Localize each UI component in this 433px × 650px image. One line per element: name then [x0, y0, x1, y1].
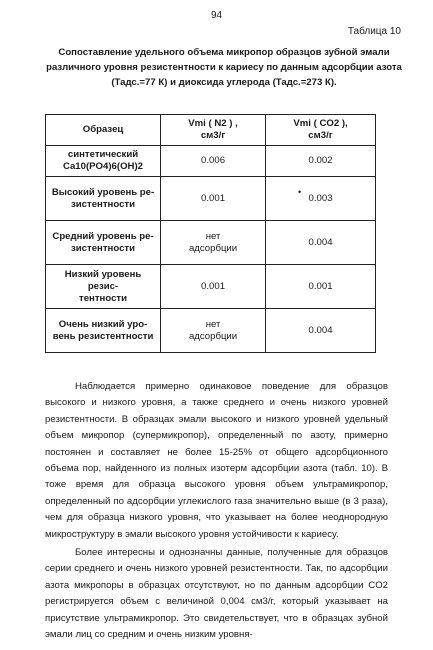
- sample-cell: синтетический Ca10(PO4)6(OH)2: [46, 146, 161, 177]
- n2-cell: 0.001: [161, 177, 266, 221]
- table-header-row: [46, 115, 376, 146]
- table-row: [46, 265, 376, 309]
- data-table: [45, 114, 376, 353]
- header-sample: Образец: [46, 115, 161, 146]
- header-vmi-co2: Vmi ( CO2 ), см3/г: [266, 115, 376, 146]
- header-vmi-n2: Vmi ( N2 ) , см3/г: [161, 115, 266, 146]
- n2-cell: нет адсорбции: [161, 309, 266, 353]
- n2-cell: 0.006: [161, 146, 266, 177]
- sample-cell: Высокий уровень ре- зистентности: [46, 177, 161, 221]
- table-row: [46, 309, 376, 353]
- sample-cell: Очень низкий уро- вень резистентности: [46, 309, 161, 353]
- table-label: Таблица 10: [347, 26, 401, 37]
- co2-cell: 0.002: [266, 146, 376, 177]
- paragraph: Более интересны и однозначны данные, полученные для образцов серии среднего и очень низкого уровней резистентности. Так, по адсорбции азота микропоры в образцах отсутствуют, но по данным адсорбции CO2 регистрируется объем с величиной 0,004 см3/г, который указывает на присутствие ультрамикропор. Это свидетельствует, что в образцах зубной эмали лиц со средним и очень низким уровня-: [45, 547, 388, 641]
- table-row: [46, 146, 376, 177]
- paragraph: Наблюдается примерно одинаковое поведение для образцов высокого и низкого уровня, а также среднего и очень низкого уровней резистентности. В образцах эмали высокого и низкого уровней удельный объем микропор (супермикропор), определенный по азоту, примерно постоянен и составляет не более 15-25% от общего адсорбционного объема пор, найденного из полных изотерм адсорбции азота (табл. 10). В тоже время для образца высокого уровня объем ультрамикропор, определенный по адсорбции углекислого газа значительно выше (в 3 раза), чем для образца низкого уровня, что указывает на более неоднородную микроструктуру в эмали высокого уровня устойчивости к кариесу.: [45, 381, 388, 540]
- co2-cell: 0.004: [266, 309, 376, 353]
- co2-cell: 0.001: [266, 265, 376, 309]
- co2-cell: 0.004: [266, 221, 376, 265]
- table-caption: Сопоставление удельного объема микропор образцов зубной эмали различного уровня резистентности к кариесу по данным адсорбции азота (Тадс.=77 К) и диоксида углерода (Тадс.=273 К).: [46, 47, 402, 88]
- page-number: 94: [210, 10, 223, 21]
- sample-cell: Средний уровень ре- зистентности: [46, 221, 161, 265]
- stray-mark: •: [298, 187, 302, 197]
- n2-cell: нет адсорбции: [161, 221, 266, 265]
- table-row: [46, 221, 376, 265]
- body-text: [45, 379, 388, 644]
- sample-cell: Низкий уровень резис- тентности: [46, 265, 161, 309]
- table-row: [46, 177, 376, 221]
- n2-cell: 0.001: [161, 265, 266, 309]
- co2-cell: 0.003: [266, 177, 376, 221]
